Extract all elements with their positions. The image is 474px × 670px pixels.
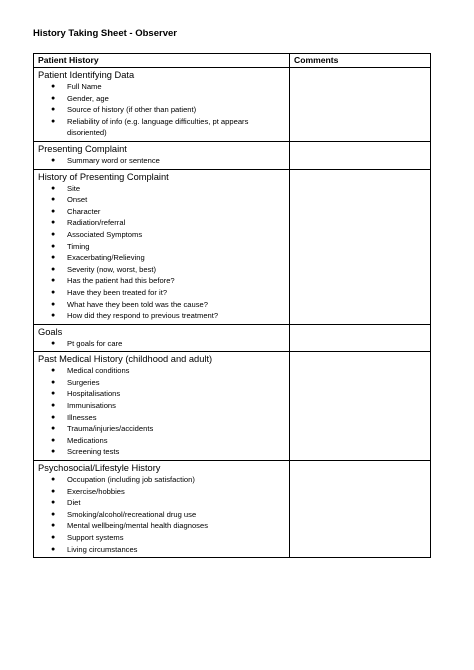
list-item-text: Exacerbating/Relieving bbox=[67, 253, 145, 263]
list-item-text: What have they been told was the cause? bbox=[67, 299, 208, 309]
list-item bbox=[38, 435, 285, 447]
section-content bbox=[34, 324, 290, 352]
section-item-list bbox=[38, 338, 285, 350]
list-item-text: Severity (now, worst, best) bbox=[67, 264, 157, 274]
bullet-icon: ● bbox=[51, 448, 56, 456]
list-item bbox=[38, 446, 285, 458]
header-comments: Comments bbox=[290, 54, 431, 68]
section-content bbox=[34, 68, 290, 142]
comments-cell[interactable] bbox=[290, 68, 431, 142]
bullet-icon: ● bbox=[51, 312, 56, 320]
list-item bbox=[38, 287, 285, 299]
list-item bbox=[38, 241, 285, 253]
list-item bbox=[38, 474, 285, 486]
list-item bbox=[38, 310, 285, 322]
bullet-icon: ● bbox=[51, 402, 56, 410]
list-item-text: Trauma/injuries/accidents bbox=[67, 424, 154, 434]
section-item-list bbox=[38, 155, 285, 167]
list-item-text: Timing bbox=[67, 241, 90, 251]
list-item bbox=[38, 532, 285, 544]
list-item-text: Medications bbox=[67, 435, 108, 445]
list-item-text: Mental wellbeing/mental health diagnoses bbox=[67, 521, 208, 531]
list-item-text: Smoking/alcohol/recreational drug use bbox=[67, 509, 197, 519]
list-item-text: Source of history (if other than patient) bbox=[67, 105, 197, 115]
list-item bbox=[38, 275, 285, 287]
section-item-list bbox=[38, 474, 285, 555]
list-item-text: Has the patient had this before? bbox=[67, 276, 175, 286]
list-item-text: Hospitalisations bbox=[67, 389, 121, 399]
bullet-icon: ● bbox=[51, 367, 56, 375]
list-item bbox=[38, 377, 285, 389]
header-patient-history: Patient History bbox=[34, 54, 290, 68]
list-item-text: Screening tests bbox=[67, 447, 120, 457]
list-item-text: Occupation (including job satisfaction) bbox=[67, 475, 195, 485]
bullet-icon: ● bbox=[51, 277, 56, 285]
comments-cell[interactable] bbox=[290, 461, 431, 558]
list-item bbox=[38, 509, 285, 521]
list-item-text: Onset bbox=[67, 195, 88, 205]
section-row-presenting-complaint bbox=[34, 141, 431, 169]
bullet-icon: ● bbox=[51, 265, 56, 273]
section-heading: History of Presenting Complaint bbox=[38, 171, 169, 182]
list-item-text: Associated Symptoms bbox=[67, 229, 143, 239]
list-item-text: Immunisations bbox=[67, 401, 116, 411]
bullet-icon: ● bbox=[51, 94, 56, 102]
bullet-icon: ● bbox=[51, 339, 56, 347]
list-item-text: Full Name bbox=[67, 82, 102, 91]
list-item-text: Radiation/referral bbox=[67, 218, 126, 228]
bullet-icon: ● bbox=[51, 499, 56, 507]
list-item bbox=[38, 194, 285, 206]
bullet-icon: ● bbox=[51, 254, 56, 262]
bullet-icon: ● bbox=[51, 413, 56, 421]
bullet-icon: ● bbox=[51, 83, 56, 90]
list-item bbox=[38, 217, 285, 229]
list-item-text: Medical conditions bbox=[67, 366, 130, 376]
comments-cell[interactable] bbox=[290, 169, 431, 324]
list-item bbox=[38, 93, 285, 105]
list-item-text: Gender, age bbox=[67, 93, 109, 103]
bullet-icon: ● bbox=[51, 522, 56, 530]
bullet-icon: ● bbox=[51, 378, 56, 386]
bullet-icon: ● bbox=[51, 545, 56, 553]
list-item bbox=[38, 365, 285, 377]
list-item-text: Support systems bbox=[67, 533, 124, 542]
list-item bbox=[38, 338, 285, 350]
section-heading: Presenting Complaint bbox=[38, 143, 127, 154]
list-item bbox=[38, 497, 285, 509]
history-table bbox=[33, 53, 431, 558]
bullet-icon: ● bbox=[51, 510, 56, 518]
bullet-icon: ● bbox=[51, 476, 56, 484]
list-item bbox=[38, 299, 285, 311]
list-item bbox=[38, 264, 285, 276]
bullet-icon: ● bbox=[51, 534, 56, 541]
bullet-icon: ● bbox=[51, 117, 56, 125]
list-item-text: Character bbox=[67, 206, 101, 216]
section-row-psychosocial-lifestyle-history bbox=[34, 461, 431, 558]
bullet-icon: ● bbox=[51, 425, 56, 433]
bullet-icon: ● bbox=[51, 207, 56, 215]
section-item-list bbox=[38, 183, 285, 322]
section-item-list bbox=[38, 365, 285, 458]
section-item-list bbox=[38, 81, 285, 139]
list-item-text: How did they respond to previous treatment? bbox=[67, 311, 219, 321]
table-header-row bbox=[34, 54, 431, 68]
bullet-icon: ● bbox=[51, 106, 56, 114]
list-item bbox=[38, 104, 285, 116]
list-item bbox=[38, 400, 285, 412]
section-row-goals bbox=[34, 324, 431, 352]
list-item bbox=[38, 155, 285, 167]
list-item-text: Reliability of info (e.g. language difficulties, pt appears disoriented) bbox=[67, 116, 249, 138]
list-item bbox=[38, 486, 285, 498]
section-row-past-medical-history-childhood-and-adult bbox=[34, 352, 431, 461]
list-item bbox=[38, 520, 285, 532]
bullet-icon: ● bbox=[51, 242, 56, 250]
bullet-icon: ● bbox=[51, 184, 56, 192]
section-row-history-of-presenting-complaint bbox=[34, 169, 431, 324]
list-item bbox=[38, 183, 285, 195]
bullet-icon: ● bbox=[51, 230, 56, 238]
section-content bbox=[34, 461, 290, 558]
list-item bbox=[38, 412, 285, 424]
table-body bbox=[34, 68, 431, 558]
bullet-icon: ● bbox=[51, 219, 56, 227]
list-item bbox=[38, 116, 285, 139]
section-content bbox=[34, 141, 290, 169]
section-heading: Past Medical History (childhood and adult) bbox=[38, 354, 213, 365]
list-item bbox=[38, 81, 285, 93]
page-title: History Taking Sheet - Observer bbox=[33, 28, 177, 39]
list-item-text: Diet bbox=[67, 498, 81, 508]
bullet-icon: ● bbox=[51, 196, 56, 204]
section-content bbox=[34, 352, 290, 461]
list-item bbox=[38, 229, 285, 241]
section-heading: Patient Identifying Data bbox=[38, 70, 135, 80]
list-item-text: Illnesses bbox=[67, 412, 97, 422]
list-item bbox=[38, 206, 285, 218]
bullet-icon: ● bbox=[51, 390, 56, 398]
list-item bbox=[38, 544, 285, 556]
comments-cell[interactable] bbox=[290, 141, 431, 169]
section-row-patient-identifying-data bbox=[34, 68, 431, 142]
bullet-icon: ● bbox=[51, 156, 56, 164]
list-item-text: Exercise/hobbies bbox=[67, 486, 125, 496]
list-item-text: Have they been treated for it? bbox=[67, 287, 168, 297]
list-item-text: Site bbox=[67, 183, 81, 193]
list-item-text: Pt goals for care bbox=[67, 338, 123, 348]
comments-cell[interactable] bbox=[290, 324, 431, 352]
bullet-icon: ● bbox=[51, 288, 56, 296]
list-item-text: Summary word or sentence bbox=[67, 155, 160, 165]
list-item bbox=[38, 423, 285, 435]
list-item bbox=[38, 388, 285, 400]
section-heading: Goals bbox=[38, 326, 63, 337]
list-item-text: Surgeries bbox=[67, 377, 100, 387]
bullet-icon: ● bbox=[51, 300, 56, 308]
comments-cell[interactable] bbox=[290, 352, 431, 461]
list-item-text: Living circumstances bbox=[67, 544, 138, 554]
section-content bbox=[34, 169, 290, 324]
bullet-icon: ● bbox=[51, 487, 56, 495]
bullet-icon: ● bbox=[51, 436, 56, 444]
section-heading: Psychosocial/Lifestyle History bbox=[38, 463, 161, 474]
list-item bbox=[38, 252, 285, 264]
